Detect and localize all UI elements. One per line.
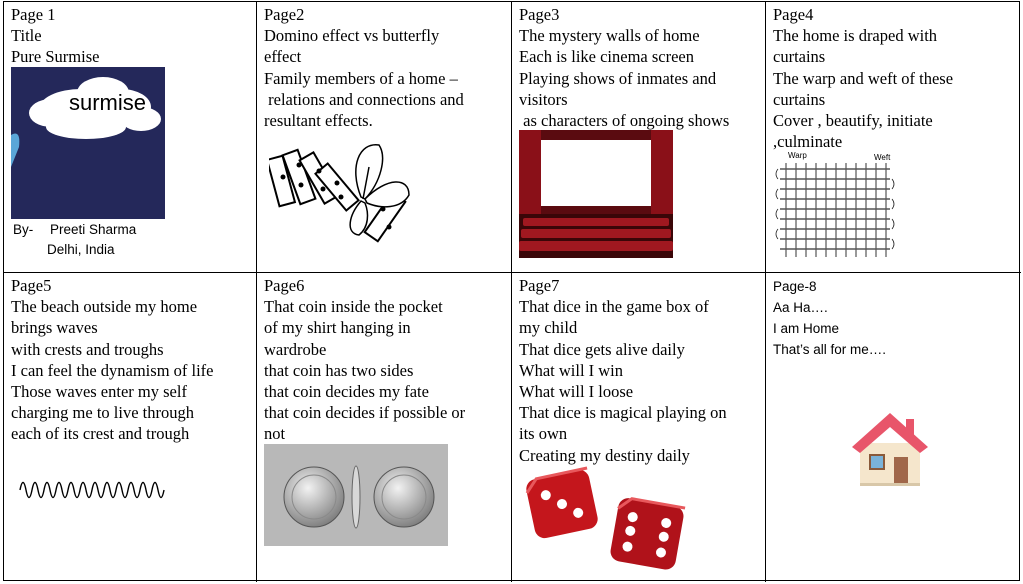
page-5-heading: Page5: [11, 276, 52, 295]
page-5-cell: [4, 273, 257, 582]
page-4-line: Cover , beautify, initiate: [773, 111, 933, 131]
page-4-line: The warp and weft of these: [773, 68, 954, 88]
author-name: Preeti Sharma: [50, 222, 137, 237]
page-3-line: Each is like cinema screen: [519, 47, 694, 67]
page-4-line: The home is draped with: [773, 26, 938, 46]
warp-weft-diagram: [774, 151, 898, 259]
page-8-cell: [766, 273, 1021, 582]
page-5-line: with crests and troughs: [11, 339, 164, 359]
page-5-line: I can feel the dynamism of life: [11, 360, 214, 380]
page-4-cell: [766, 2, 1021, 273]
page-6-line: That coin inside the pocket: [264, 297, 443, 317]
weft-label: Weft: [874, 153, 891, 162]
page-5-line: The beach outside my home: [11, 297, 198, 317]
page-7-line: What will I loose: [519, 382, 634, 402]
page-5-line: charging me to live through: [11, 403, 194, 423]
domino-butterfly-illustration: [269, 137, 419, 252]
page-7-heading: Page7: [519, 276, 560, 295]
page-4-line: ,culminate: [773, 132, 843, 152]
page-7-cell: [512, 273, 766, 582]
page-5-line: each of its crest and trough: [11, 424, 190, 444]
page-3-line: Playing shows of inmates and: [519, 68, 717, 88]
page-7-line: its own: [519, 424, 568, 444]
page-7-line: That dice is magical playing on: [519, 403, 727, 423]
page-3-cell: [512, 2, 766, 273]
page-2-line: Domino effect vs butterfly: [264, 26, 440, 46]
page-4-line: curtains: [773, 89, 826, 109]
page-2-line: Family members of a home –: [264, 68, 458, 88]
page-6-line: wardrobe: [264, 339, 327, 359]
page-4-line: curtains: [773, 47, 826, 67]
cover-image: [11, 67, 165, 219]
house-icon: [850, 409, 930, 487]
page-3-heading: Page3: [519, 5, 560, 24]
byline-prefix: By-: [13, 222, 34, 237]
page-6-line: that coin decides my fate: [264, 382, 429, 402]
page-2-cell: [257, 2, 512, 273]
page-7-line: That dice gets alive daily: [519, 339, 685, 359]
page-8-heading: Page-8: [773, 279, 817, 294]
page-6-line: not: [264, 424, 286, 444]
page-1-title: Pure Surmise: [11, 47, 100, 67]
dice-illustration: [520, 466, 698, 576]
page-6-line: that coin has two sides: [264, 360, 414, 380]
warp-label: Warp: [788, 151, 807, 160]
page-2-line: resultant effects.: [264, 111, 373, 131]
page-2-line: effect: [264, 47, 302, 67]
page-2-line: relations and connections and: [264, 89, 464, 109]
page-7-line: What will I win: [519, 360, 624, 380]
page-6-line: of my shirt hanging in: [264, 318, 411, 338]
page-8-line: Aa Ha….: [773, 300, 828, 315]
page-5-line: Those waves enter my self: [11, 382, 187, 402]
page-1-cell: [4, 2, 257, 273]
page-7-line: my child: [519, 318, 578, 338]
storyboard-table: [3, 1, 1020, 581]
page-3-line: visitors: [519, 89, 568, 109]
page-3-line: as characters of ongoing shows: [519, 111, 730, 131]
author-location: Delhi, India: [47, 242, 115, 257]
page-3-line: The mystery walls of home: [519, 26, 700, 46]
page-1-heading: Page 1: [11, 5, 56, 24]
page-5-line: brings waves: [11, 318, 98, 338]
weave-pattern: [774, 161, 898, 259]
wave-illustration: [18, 473, 168, 507]
page-2-heading: Page2: [264, 5, 305, 24]
page-1-title-label: Title: [11, 26, 42, 46]
page-8-line: That’s all for me….: [773, 342, 887, 357]
page-8-line: I am Home: [773, 321, 840, 336]
cover-word: surmise: [69, 90, 147, 115]
page-4-heading: Page4: [773, 5, 814, 24]
page-7-line: That dice in the game box of: [519, 297, 709, 317]
coin-photo: [264, 444, 448, 546]
page-6-cell: [257, 273, 512, 582]
page-6-line: that coin decides if possible or: [264, 403, 466, 423]
page-7-line: Creating my destiny daily: [519, 445, 690, 465]
page-6-heading: Page6: [264, 276, 305, 295]
cinema-screen-illustration: [519, 130, 673, 258]
